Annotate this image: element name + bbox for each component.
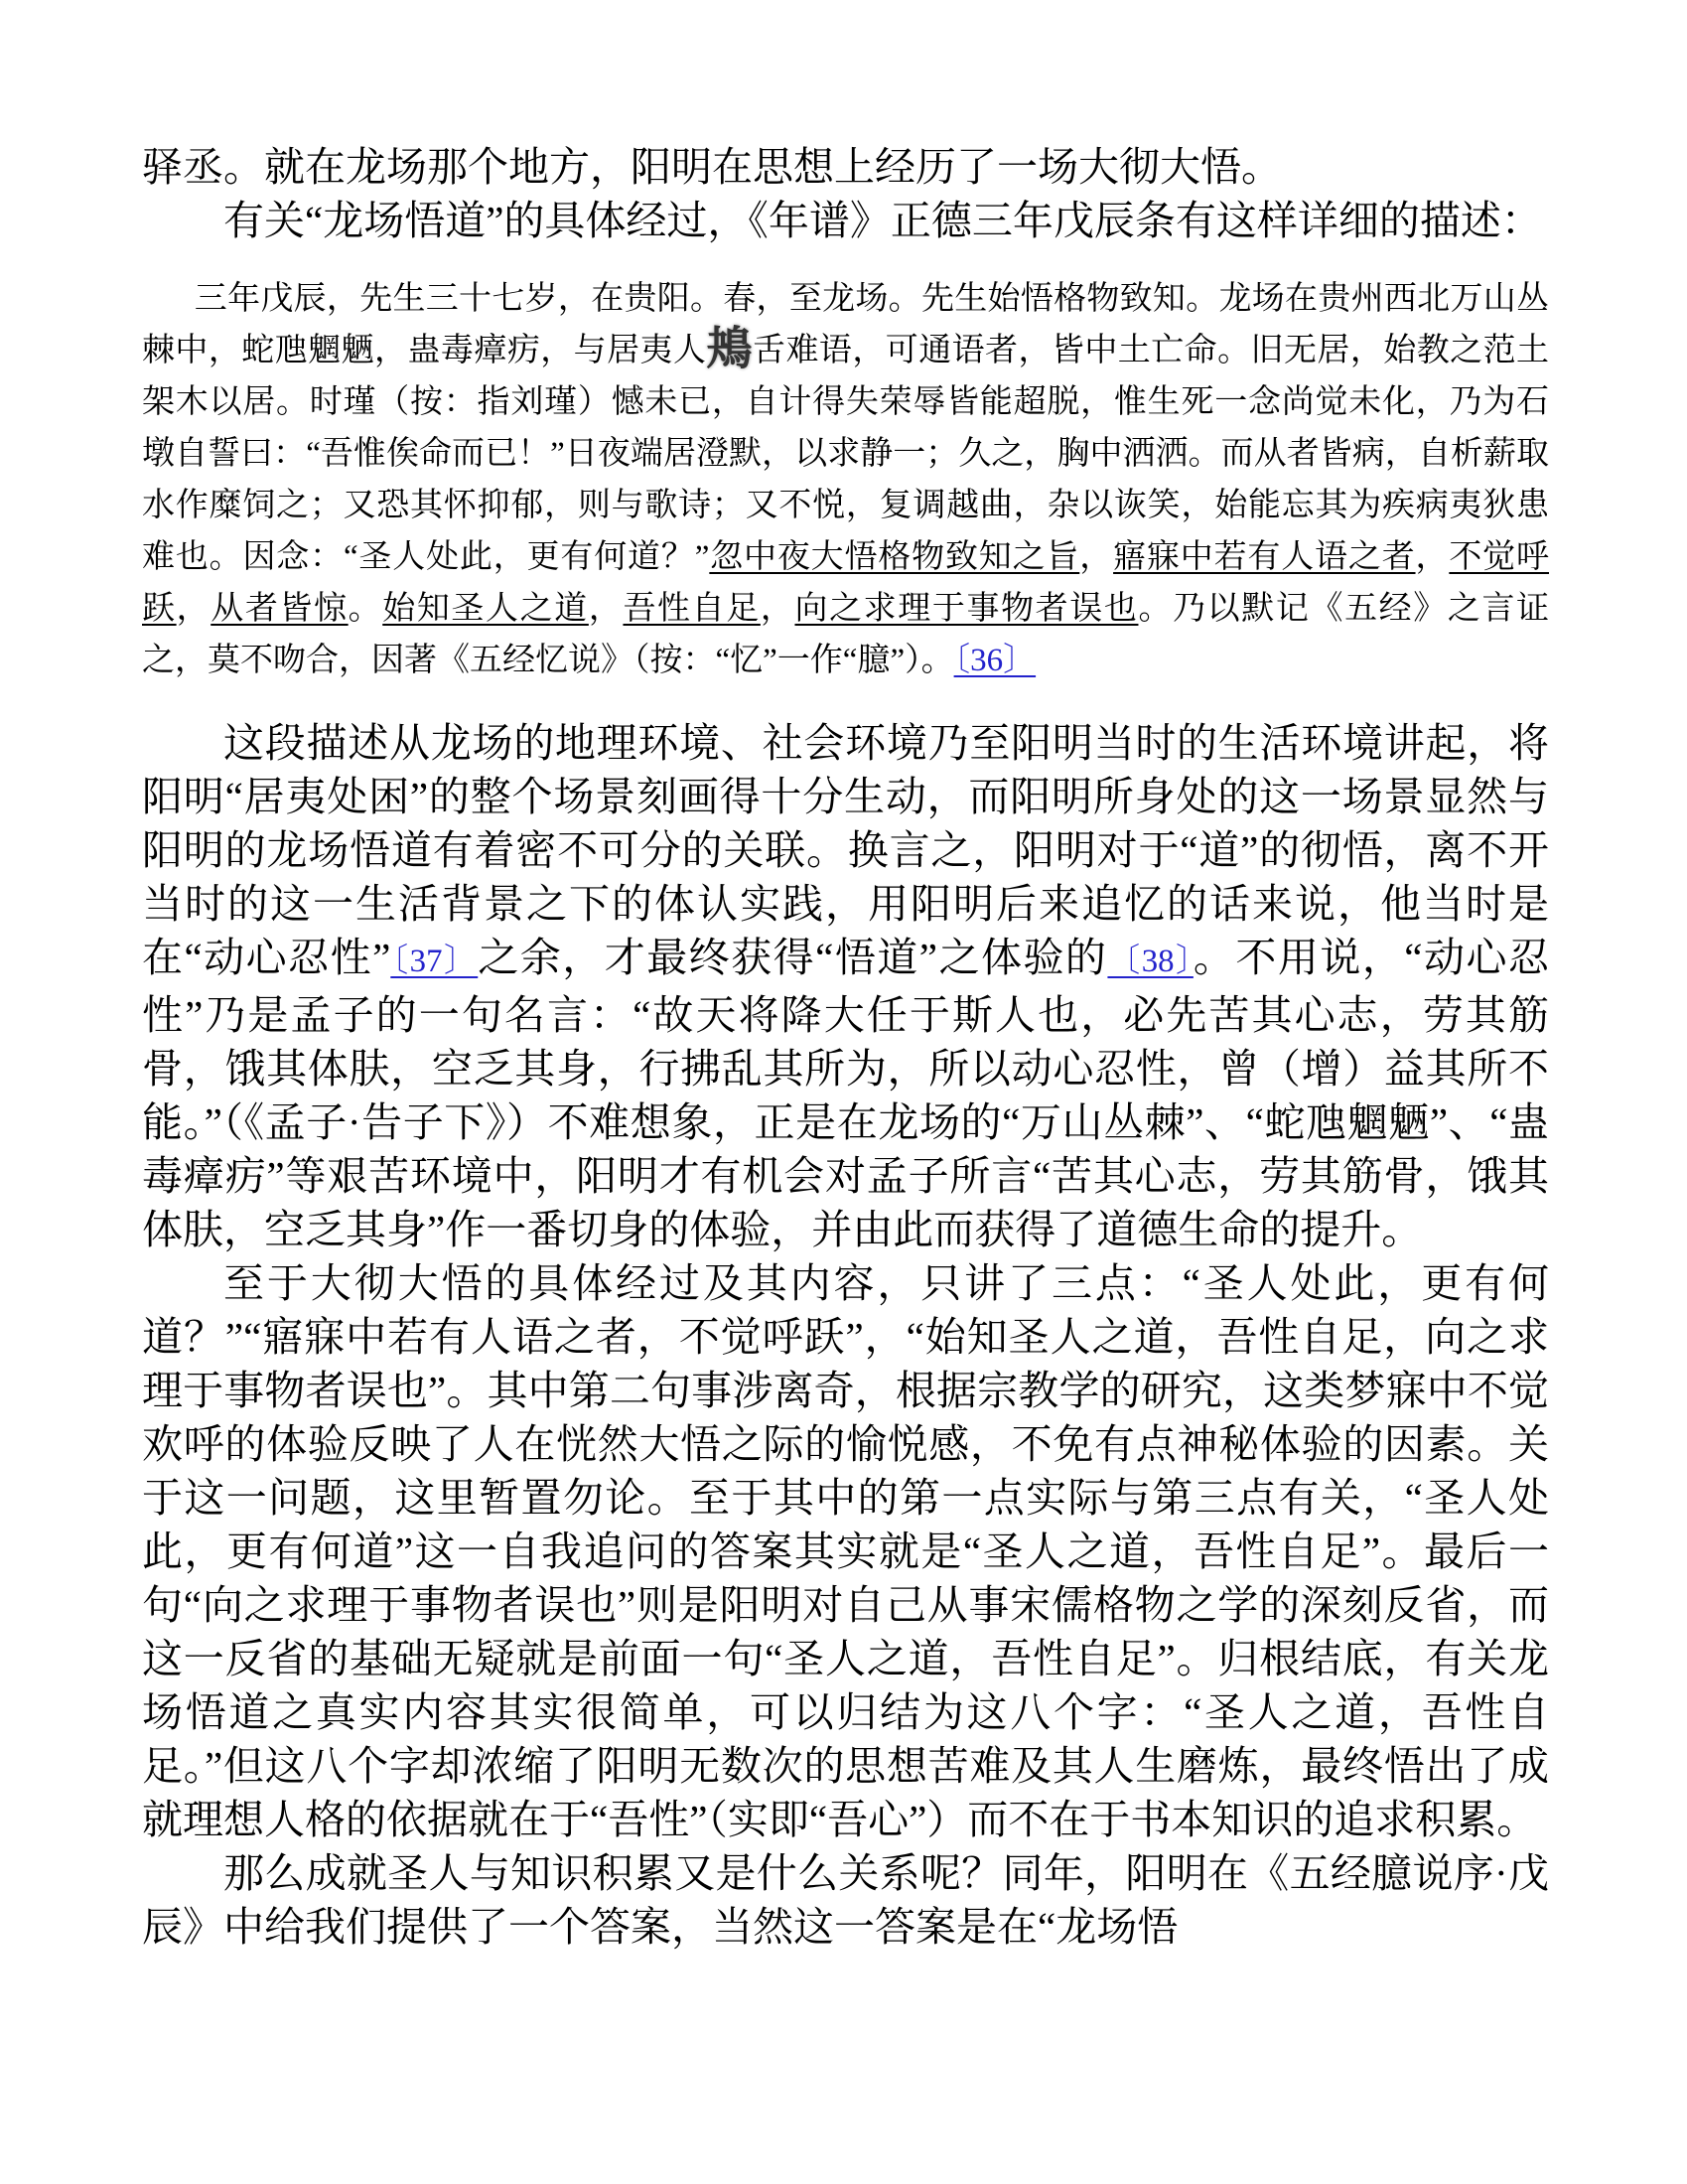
underlined-phrase: 吾性自足 [623, 591, 761, 627]
quote-punct: ， [588, 591, 624, 627]
quote-punct: 。 [1138, 591, 1174, 627]
underlined-phrase: 向之求理于事物者误也 [794, 591, 1139, 627]
quote-punct: ， [760, 591, 795, 627]
underlined-phrase: 从者皆惊 [211, 591, 349, 627]
paragraph-text: 至于大彻大悟的具体经过及其内容，只讲了三点：“圣人处此，更有何道？”“寤寐中若有人语之者，不觉呼跃”，“始知圣人之道，吾性自足，向之求理于事物者误也”。其中第二句事涉离奇，根据宗教学的研究，这类梦寐中不觉欢呼的体验反映了人在恍然大悟之际的愉悦感，不免有点神秘体验的因素。关于这一问题，这里暂置勿论。至于其中的第一点实际与第三点有关，“圣人处此，更有何道”这一自我追问的答案其实就是“圣人之道，吾性自足”。最后一句“向之求理于事物者误也”则是阳明对自己从事宋儒格物之学的深刻反省，而这一反省的基础无疑就是前面一句“圣人之道，吾性自足”。归根结底，有关龙场悟道之真实内容其实很简单，可以归结为这八个字：“圣人之道，吾性自足。”但这八个字却浓缩了阳明无数次的思想苦难及其人生磨炼，最终悟出了成就理想人格的依据就在于“吾性”（实即“吾心”）而不在于书本知识的追求积累。 [142, 1260, 1549, 1842]
underlined-phrase: 不觉呼跃 [142, 539, 1550, 627]
quote-punct: ， [176, 591, 211, 627]
footnote-link-36[interactable]: 〔36〕 [953, 643, 1037, 678]
paragraph-text: 驿丞。就在龙场那个地方，阳明在思想上经历了一场大彻大悟。 [142, 144, 1282, 190]
paragraph-text: 那么成就圣人与知识积累又是什么关系呢？同年，阳明在《五经臆说序·戊辰》中给我们提供了一个答案，当然这一答案是在“龙场悟 [142, 1850, 1549, 1950]
quote-text: 舌难语，可通语者，皆中土亡命。旧无居，始教之范土架木以居。时瑾（按：指刘瑾）憾未已，自计得失荣辱皆能超脱，惟生死一念尚觉未化，乃为石墩自誓曰：“吾惟俟命而已！”日夜端居澄默，以求静一；久之，胸中洒洒。而从者皆病，自析薪取水作糜饲之；又恐其怀抑郁，则与歌诗；又不悦，复调越曲，杂以诙笑，始能忘其为疾病夷狄患难也。因念：“圣人处此，更有何道？” [142, 333, 1550, 575]
quote-text: 乃以默记《五经》之言证之，莫不吻合，因著《五经忆说》（按：“忆”一作“臆”）。 [142, 591, 1550, 678]
underlined-phrase: 始知圣人之道 [382, 591, 589, 627]
paragraph-continuation [142, 140, 1549, 194]
paragraph-intro [142, 194, 1549, 247]
quote-punct: 。 [348, 591, 383, 627]
paragraph-text: 有关“龙场悟道”的具体经过，《年谱》正德三年戊辰条有这样详细的描述： [223, 198, 1542, 243]
paragraph-text: 之余，才最终获得“悟道”之体验的 [478, 935, 1108, 980]
underlined-phrase: 寤寐中若有人语之者 [1113, 539, 1416, 575]
footnote-link-38[interactable]: 〔38〕 [1107, 944, 1194, 979]
embedded-bitmap-glyph: 鴂 [706, 323, 754, 374]
paragraph-analysis-2 [142, 1256, 1549, 1846]
underlined-phrase: 忽中夜大悟格物致知之旨 [709, 539, 1080, 575]
quote-punct: ， [1415, 539, 1450, 575]
paragraph-closing [142, 1846, 1549, 1954]
quote-text: 三年戊辰，先生三十七岁，在贵阳。春，至龙场。先生始悟格物致知。龙场在贵州西北万山丛棘中，蛇虺魍魉，蛊毒瘴疠，与居夷人 [142, 281, 1549, 368]
footnote-link-37[interactable]: 〔37〕 [390, 944, 479, 979]
paragraph-text: 这段描述从龙场的地理环境、社会环境乃至阳明当时的生活环境讲起，将阳明“居夷处困”的整个场景刻画得十分生动，而阳明所身处的这一场景显然与阳明的龙场悟道有着密不可分的关联。换言之，阳明对于“道”的彻悟，离不开当时的这一生活背景之下的体认实践，用阳明后来追忆的话来说，他当时是在“动心忍性” [142, 720, 1549, 980]
paragraph-text: 。不用说，“动心忍性”乃是孟子的一句名言：“故天将降大任于斯人也，必先苦其心志，劳其筋骨，饿其体肤，空乏其身，行拂乱其所为，所以动心忍性，曾（增）益其所不能。”（《孟子·告子下》）不难想象，正是在龙场的“万山丛棘”、“蛇虺魍魉”、“蛊毒瘴疠”等艰苦环境中，阳明才有机会对孟子所言“苦其心志，劳其筋骨，饿其体肤，空乏其身”作一番切身的体验，并由此而获得了道德生命的提升。 [142, 935, 1549, 1252]
paragraph-analysis-1 [142, 716, 1549, 1256]
block-quote-nianpu [142, 273, 1549, 686]
quote-punct: ， [1079, 539, 1114, 575]
